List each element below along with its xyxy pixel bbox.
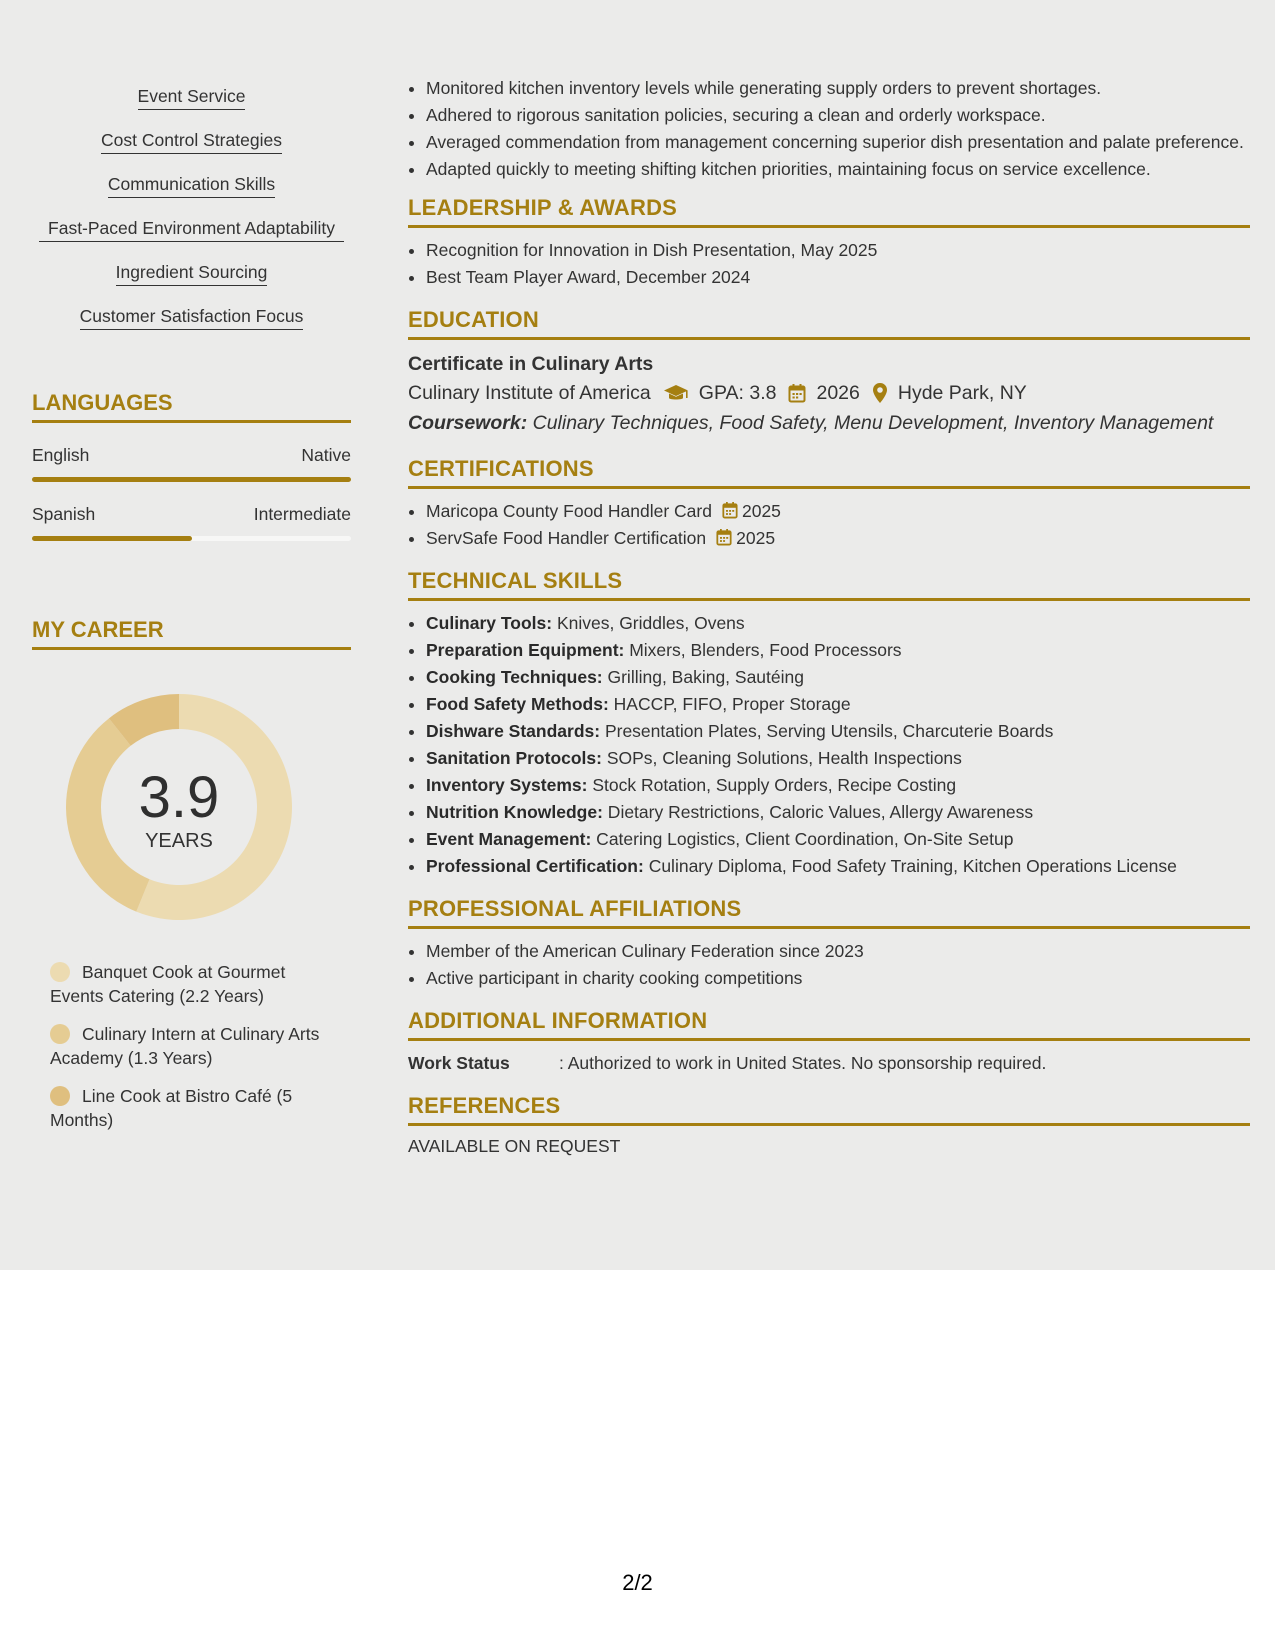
technical-skill-item bbox=[426, 773, 1250, 797]
work-status-label: Work Status bbox=[408, 1053, 510, 1073]
coursework-list: Culinary Techniques, Food Safety, Menu Development, Inventory Management bbox=[527, 412, 1214, 434]
skill-value: Stock Rotation, Supply Orders, Recipe Costing bbox=[587, 775, 957, 795]
affiliation-item: • Member of the American Culinary Federation since 2023 bbox=[426, 939, 1250, 963]
certification-item bbox=[426, 499, 1250, 523]
certifications-heading: CERTIFICATIONS bbox=[408, 456, 1250, 489]
technical-skill-item bbox=[426, 692, 1250, 716]
coursework-label: Coursework: bbox=[408, 412, 528, 434]
language-name: English bbox=[32, 445, 90, 465]
skill-label: Event Management: bbox=[426, 829, 592, 849]
legend-dot bbox=[50, 1086, 70, 1106]
skill-item: Communication Skills bbox=[108, 172, 275, 198]
certification-name: ServSafe Food Handler Certification bbox=[426, 528, 707, 548]
language-english bbox=[32, 445, 351, 482]
affiliations-heading: PROFESSIONAL AFFILIATIONS bbox=[408, 896, 1250, 929]
education-heading: EDUCATION bbox=[408, 307, 1250, 340]
legend-label: Banquet Cook at Gourmet Events Catering (2.2 Years) bbox=[50, 962, 286, 1006]
language-bar-fill bbox=[32, 477, 351, 482]
affiliation-item: • Active participant in charity cooking competitions bbox=[426, 966, 1250, 990]
calendar-icon bbox=[722, 501, 738, 519]
career-legend bbox=[50, 960, 320, 1132]
skill-label: Inventory Systems: bbox=[426, 775, 588, 795]
career-legend-item bbox=[50, 1022, 320, 1070]
leadership-list bbox=[408, 238, 1250, 289]
language-name: Spanish bbox=[32, 504, 96, 524]
skill-value: Culinary Diploma, Food Safety Training, Kitchen Operations License bbox=[643, 856, 1177, 876]
education-school: Culinary Institute of America bbox=[408, 382, 651, 404]
certification-year: 2025 bbox=[741, 501, 781, 521]
language-bar bbox=[32, 536, 351, 541]
career-total-years: 3.9 bbox=[138, 765, 220, 830]
skills-list bbox=[32, 84, 351, 348]
skill-label: Cooking Techniques: bbox=[426, 667, 603, 687]
skill-value: Presentation Plates, Serving Utensils, Charcuterie Boards bbox=[600, 721, 1054, 741]
leadership-item: • Best Team Player Award, December 2024 bbox=[426, 265, 1250, 289]
experience-bullets bbox=[408, 76, 1250, 181]
experience-bullet: • Monitored kitchen inventory levels while generating supply orders to prevent shortages. bbox=[426, 76, 1250, 100]
certification-name: Maricopa County Food Handler Card bbox=[426, 501, 712, 521]
language-bar bbox=[32, 477, 351, 482]
location-pin-icon bbox=[872, 382, 888, 404]
career-total-unit: YEARS bbox=[145, 830, 213, 852]
calendar-icon bbox=[788, 383, 806, 403]
language-spanish bbox=[32, 504, 351, 541]
skill-value: Dietary Restrictions, Caloric Values, Allergy Awareness bbox=[602, 802, 1034, 822]
experience-bullet: • Adhered to rigorous sanitation policies, securing a clean and orderly workspace. bbox=[426, 103, 1250, 127]
skill-item: Cost Control Strategies bbox=[101, 128, 282, 154]
skill-value: SOPs, Cleaning Solutions, Health Inspections bbox=[601, 748, 962, 768]
references-text: AVAILABLE ON REQUEST bbox=[408, 1136, 621, 1156]
skill-value: Knives, Griddles, Ovens bbox=[552, 613, 745, 633]
references-heading: REFERENCES bbox=[408, 1093, 1250, 1126]
skill-value: Catering Logistics, Client Coordination, On-Site Setup bbox=[591, 829, 1014, 849]
experience-bullet: • Averaged commendation from management concerning superior dish presentation and palate preference. bbox=[426, 130, 1250, 154]
skill-label: Culinary Tools: bbox=[426, 613, 553, 633]
language-level: Intermediate bbox=[253, 504, 351, 524]
left-column bbox=[32, 84, 351, 1146]
legend-dot bbox=[50, 962, 70, 982]
leadership-item: • Recognition for Innovation in Dish Presentation, May 2025 bbox=[426, 238, 1250, 262]
certification-item bbox=[426, 526, 1250, 550]
education-degree: Certificate in Culinary Arts bbox=[408, 353, 654, 375]
technical-skill-item bbox=[426, 800, 1250, 824]
technical-skills-list bbox=[408, 611, 1250, 878]
additional-info-heading: ADDITIONAL INFORMATION bbox=[408, 1008, 1250, 1041]
skill-item: Customer Satisfaction Focus bbox=[80, 304, 304, 330]
certifications-list bbox=[408, 499, 1250, 550]
technical-skill-item bbox=[426, 746, 1250, 770]
technical-skill-item bbox=[426, 719, 1250, 743]
skill-label: Nutrition Knowledge: bbox=[426, 802, 603, 822]
skill-label: Dishware Standards: bbox=[426, 721, 601, 741]
right-column bbox=[408, 76, 1250, 1157]
skill-value: HACCP, FIFO, Proper Storage bbox=[608, 694, 851, 714]
technical-skill-item bbox=[426, 827, 1250, 851]
technical-skill-item bbox=[426, 611, 1250, 635]
calendar-icon bbox=[716, 528, 732, 546]
education-details bbox=[408, 378, 1250, 408]
language-level: Native bbox=[301, 445, 351, 465]
skill-item: Ingredient Sourcing bbox=[116, 260, 268, 286]
career-donut-chart bbox=[64, 692, 294, 922]
career-legend-item bbox=[50, 1084, 320, 1132]
leadership-heading: LEADERSHIP & AWARDS bbox=[408, 195, 1250, 228]
skill-value: Grilling, Baking, Sautéing bbox=[602, 667, 804, 687]
skill-label: Professional Certification: bbox=[426, 856, 644, 876]
work-status-row bbox=[408, 1051, 1250, 1075]
education-gpa: GPA: 3.8 bbox=[698, 382, 777, 404]
work-status-value: : Authorized to work in United States. No sponsorship required. bbox=[559, 1053, 1047, 1073]
legend-dot bbox=[50, 1024, 70, 1044]
technical-skill-item bbox=[426, 665, 1250, 689]
graduation-cap-icon bbox=[663, 383, 689, 403]
education-location: Hyde Park, NY bbox=[897, 382, 1027, 404]
technical-skill-item bbox=[426, 638, 1250, 662]
skill-label: Sanitation Protocols: bbox=[426, 748, 602, 768]
languages-heading: LANGUAGES bbox=[32, 390, 351, 423]
page-number: 2/2 bbox=[622, 1570, 653, 1595]
technical-skills-heading: TECHNICAL SKILLS bbox=[408, 568, 1250, 601]
language-bar-fill bbox=[32, 536, 192, 541]
affiliations-list bbox=[408, 939, 1250, 990]
education-year: 2026 bbox=[816, 382, 860, 404]
certification-year: 2025 bbox=[736, 528, 776, 548]
career-heading: MY CAREER bbox=[32, 617, 351, 650]
skill-label: Food Safety Methods: bbox=[426, 694, 609, 714]
legend-label: Culinary Intern at Culinary Arts Academy (1.3 Years) bbox=[50, 1024, 320, 1068]
legend-label: Line Cook at Bistro Café (5 Months) bbox=[50, 1086, 293, 1130]
technical-skill-item bbox=[426, 854, 1250, 878]
education-coursework bbox=[408, 408, 1250, 438]
skill-value: Mixers, Blenders, Food Processors bbox=[624, 640, 902, 660]
skill-label: Preparation Equipment: bbox=[426, 640, 625, 660]
experience-bullet: • Adapted quickly to meeting shifting kitchen priorities, maintaining focus on service excellence. bbox=[426, 157, 1250, 181]
skill-item: Event Service bbox=[138, 84, 246, 110]
skill-item: Fast-Paced Environment Adaptability bbox=[39, 216, 344, 242]
career-legend-item bbox=[50, 960, 320, 1008]
